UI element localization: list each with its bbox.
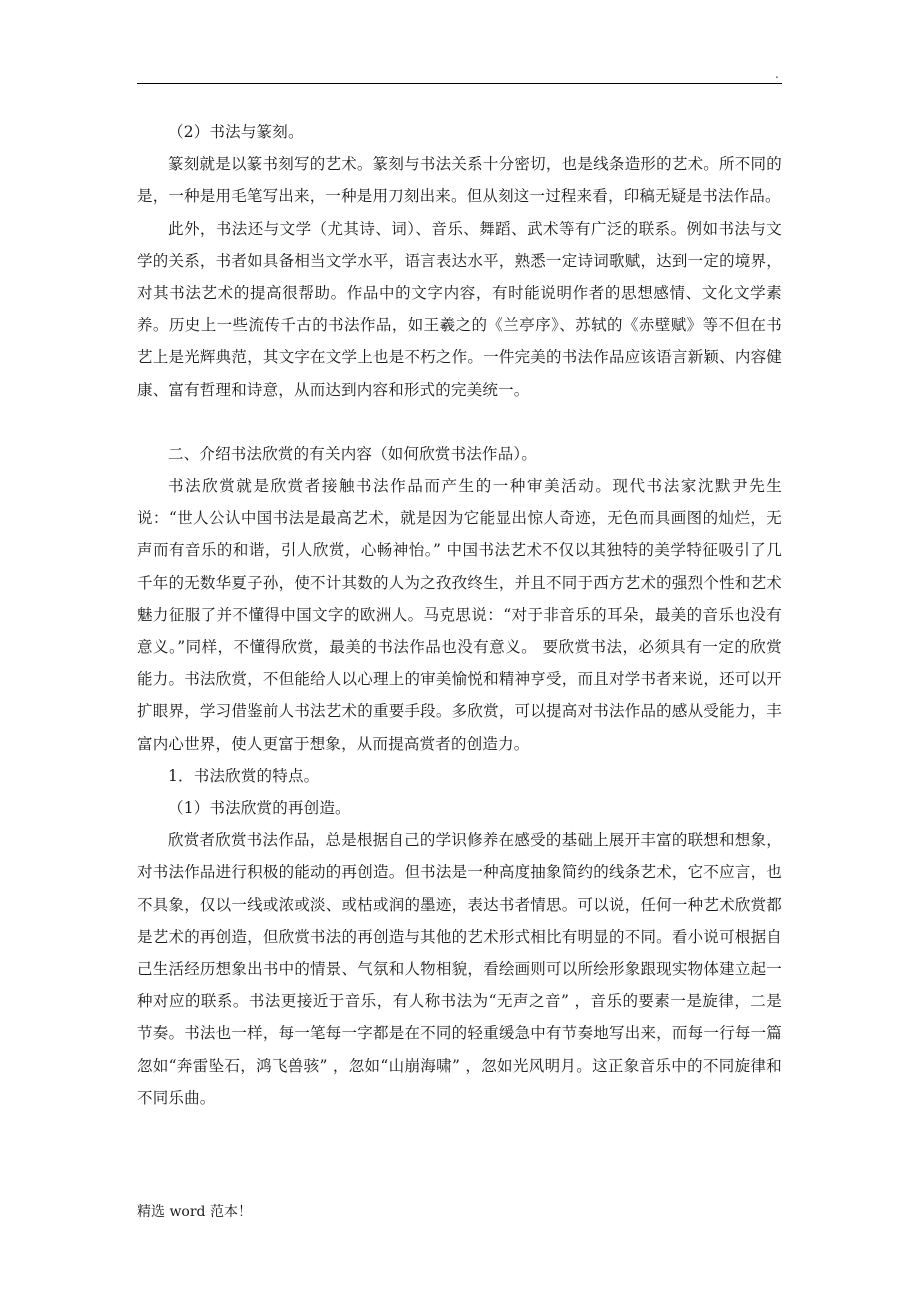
paragraph-spacer — [137, 406, 782, 438]
header-rule — [137, 83, 782, 84]
sub-heading-recreation: （1）书法欣赏的再创造。 — [168, 799, 351, 818]
paragraph-recreation: 欣赏者欣赏书法作品，总是根据自己的学识修养在感受的基础上展开丰富的联想和想象，对书法作品进行积极的能动的再创造。但书法是一种高度抽象简约的线条艺术，它不应言，也不具象，仅以一线或浓或淡、或枯或润的墨迹，表达书者情思。可以说，任何一种艺术欣赏都是艺术的再创造，但欣赏书法的再创造与其他的艺术形式相比有明显的不同。看小说可根据自己生活经历想象出书中的情景、气氛和人物相貌，看绘画则可以所绘形象跟现实物体建立起一种对应的联系。书法更接近于音乐，有人称书法为“无声之音” ，音乐的要素一是旋律，二是节奏。书法也一样，每一笔每一字都是在不同的轻重缓急中有节奏地写出来，而每一行每一篇忽如“奔雷坠石，鸿飞兽骇” ，忽如“山崩海啸” ，忽如光风明月。这正象音乐中的不同旋律和不同乐曲。 — [137, 831, 782, 1107]
paragraph-calligraphy-literature: 此外，书法还与文学（尤其诗、词）、音乐、舞蹈、武术等有广泛的联系。例如书法与文学的关系，书者如具备相当文学水平，语言表达水平，熟悉一定诗词歌赋，达到一定的境界，对其书法艺术的提高很帮助。作品中的文字内容，有时能说明作者的思想感情、文化文学素养。历史上一些流传千古的书法作品，如王羲之的《兰亭序》、苏轼的《赤壁赋》等不但在书艺上是光辉典范，其文字在文学上也是不朽之作。一件完美的书法作品应该语言新颖、内容健康、富有哲理和诗意，从而达到内容和形式的完美统一。 — [137, 219, 782, 399]
section-heading-appreciation: 二、介绍书法欣赏的有关内容（如何欣赏书法作品）。 — [168, 444, 538, 463]
paragraph-seal-carving: 篆刻就是以篆书刻写的艺术。篆刻与书法关系十分密切，也是线条造形的艺术。所不同的是，一种是用毛笔写出来，一种是用刀刻出来。但从刻这一过程来看，印稿无疑是书法作品。 — [137, 155, 782, 206]
header-dot: . — [775, 67, 779, 81]
paragraph-appreciation-intro: 书法欣赏就是欣赏者接触书法作品而产生的一种审美活动。现代书法家沈默尹先生说：“世人公认中国书法是最高艺术，就是因为它能显出惊人奇迹，无色而具画图的灿烂，无声而有音乐的和谐，引人欣赏，心畅神怡。” 中国书法艺术不仅以其独特的美学特征吸引了几千年的无数华夏子孙，使不计其数的人为之孜孜终生，并且不同于西方艺术的强烈个性和艺术魅力征服了并不懂得中国文字的欧洲人。马克思说：“对于非音乐的耳朵，最美的音乐也没有意义。”同样，不懂得欣赏，最美的书法作品也没有意义。 要欣赏书法，必须具有一定的欣赏能力。书法欣赏，不但能给人以心理上的审美愉悦和精神亨受，而且对学书者来说，还可以开扩眼界，学习借鉴前人书法艺术的重要手段。多欣赏，可以提高对书法作品的感从受能力，丰富内心世界，使人更富于想象，从而提高赏者的创造力。 — [137, 477, 782, 753]
page-footer: 精选 word 范本！ — [137, 1204, 252, 1220]
paragraph-heading-calligraphy-seal: （2）书法与篆刻。 — [168, 123, 304, 141]
document-body — [137, 116, 782, 1114]
list-heading-characteristics: 1．书法欣赏的特点。 — [168, 766, 320, 785]
